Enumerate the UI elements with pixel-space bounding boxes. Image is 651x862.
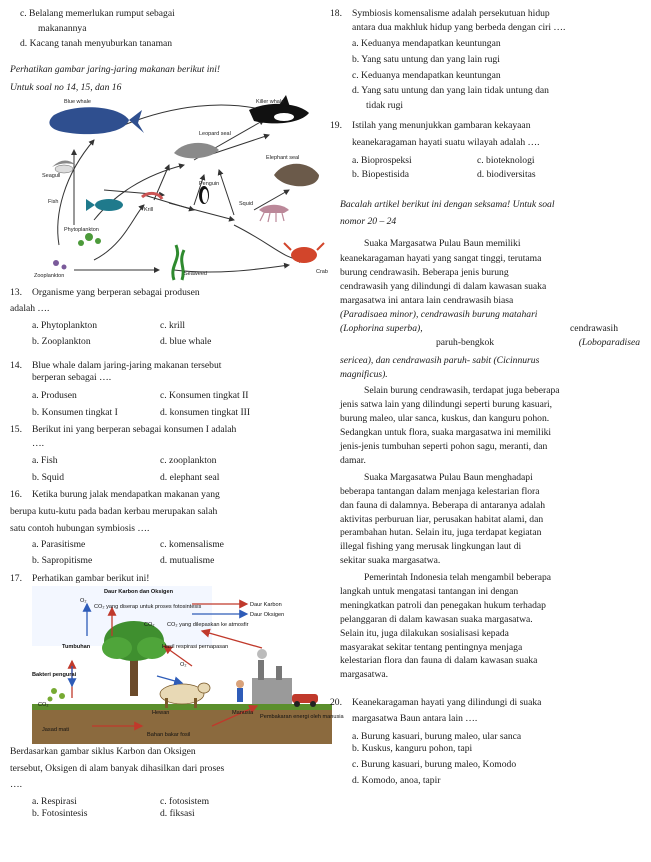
article-line: damar. <box>340 454 366 466</box>
q17-option-a[interactable]: a. Respirasi <box>32 796 77 808</box>
article-line-part: (Loboparadisea <box>578 336 640 348</box>
article-line-part: (Lophorina superba), <box>340 322 423 334</box>
q18-option-d-cont: tidak rugi <box>366 100 404 112</box>
article-line: Sedangkan untuk flora, suaka margasatwa ini memiliki <box>340 427 552 439</box>
cycle-label-o2-top: O₂ <box>80 598 87 605</box>
article-line: dan fauna di dalamnya. Beberapa di antaranya adalah <box>340 499 546 511</box>
q12-option-c: c. Belalang memerlukan rumput sebagai <box>20 8 175 19</box>
article-line <box>340 337 644 349</box>
cycle-label-plants: Tumbuhan <box>62 644 91 651</box>
q19-options-row2 <box>330 169 644 181</box>
article-line: magnificus). <box>340 368 388 380</box>
q19-text-cont: keanekaragaman hayati suatu wilayah adalah …. <box>352 137 540 149</box>
article-question-range: nomor 20 – 24 <box>340 215 397 227</box>
label-penguin: Penguin <box>199 181 220 188</box>
elephant-seal-icon <box>274 164 319 187</box>
article-line: pelanggaran di dalam kawasan suaka margasatwa. <box>340 613 533 625</box>
article-line-part: cendrawasih <box>570 322 618 334</box>
q16-options-row2 <box>10 555 322 567</box>
q16-option-d[interactable]: d. mutualisme <box>160 554 215 566</box>
q14-options-row2 <box>10 407 322 419</box>
q15-text-cont: …. <box>32 438 44 450</box>
q20-text-cont: margasatwa Baun antara lain …. <box>352 713 478 725</box>
q13-option-a[interactable]: a. Phytoplankton <box>32 320 98 332</box>
q13-option-c[interactable]: c. krill <box>160 320 186 332</box>
question-18 <box>330 8 644 20</box>
article-line: beberapa tantangan dalam menjaga kelestarian flora <box>340 485 540 497</box>
q12-option-c-cont: makanannya <box>38 22 87 34</box>
q13-number: 13. <box>10 287 22 299</box>
article-instruction: Bacalah artikel berikut ini dengan seksama! Untuk soal <box>340 198 555 210</box>
q17-options-row1 <box>10 796 322 808</box>
cycle-legend-carbon: Daur Karbon <box>250 602 282 609</box>
q13-option-b[interactable]: b. Zooplankton <box>32 336 91 348</box>
q14-option-a[interactable]: a. Produsen <box>32 389 77 401</box>
q17-number: 17. <box>10 572 22 584</box>
leopard-seal-icon <box>174 143 219 158</box>
fish-icon <box>86 199 123 211</box>
q16-number: 16. <box>10 489 22 501</box>
q17-option-c[interactable]: c. fotosistem <box>160 796 210 808</box>
krill-icon <box>142 194 162 200</box>
q14-text: Blue whale dalam jaring-jaring makanan tersebut <box>32 360 222 372</box>
foodweb-instruction: Perhatikan gambar jaring-jaring makanan berikut ini! <box>10 63 221 75</box>
article-line: cendrawasih yang dilindungi di dalam kawasan suaka <box>340 281 547 293</box>
human-icon <box>236 680 244 702</box>
q14-option-d[interactable]: d. konsumen tingkat III <box>160 406 251 418</box>
question-14 <box>10 360 322 372</box>
article-line: masyarakat sekitar tentang pentingnya menjaga <box>340 641 523 653</box>
q19-option-a[interactable]: a. Bioprospeksi <box>352 155 412 167</box>
q13-options-row2 <box>10 336 322 348</box>
q13-text: Organisme yang berperan sebagai produsen <box>32 287 200 299</box>
article <box>330 238 644 682</box>
q16-option-b[interactable]: b. Sapropitisme <box>32 554 93 566</box>
q19-text: Istilah yang menunjukkan gambaran kekayaan <box>352 120 531 132</box>
q15-option-a[interactable]: a. Fish <box>32 455 58 467</box>
q18-option-a[interactable]: a. Keduanya mendapatkan keuntungan <box>352 37 501 49</box>
cycle-label-co2-absorbed: CO₂ yang diserap untuk proses fotosintesis <box>94 604 202 611</box>
cycle-label-dead: Jasad mati <box>42 727 70 734</box>
article-line: jenis-jenis tumbuhan seperti pohon sagu, meranti, dan <box>340 441 548 453</box>
crab-icon <box>284 243 324 263</box>
q15-options-row2 <box>10 472 322 484</box>
cycle-label-co2-released: CO₂ yang dilepaskan ke atmosfir <box>167 622 249 629</box>
label-crab: Crab <box>316 269 328 276</box>
q19-number: 19. <box>330 120 342 132</box>
q13-option-d[interactable]: d. blue whale <box>160 336 212 348</box>
cycle-label-humans: Manusia <box>232 710 254 717</box>
article-line <box>340 323 644 335</box>
article-line: sekitar suaka margasatwa. <box>340 555 441 567</box>
food-web-svg <box>34 95 334 285</box>
label-seaweed: Seaweed <box>184 271 207 278</box>
article-line: aktivitas perburuan liar, perusakan habitat alami, dan <box>340 513 544 525</box>
label-elephant-seal: Elephant seal <box>266 155 300 162</box>
q20-option-b[interactable]: b. Kuskus, kanguru pohon, tapi <box>352 742 473 754</box>
q18-option-c[interactable]: c. Keduanya mendapatkan keuntungan <box>352 69 501 81</box>
q18-text-cont: antara dua makhluk hidup yang berbeda dengan ciri …. <box>352 21 566 33</box>
label-leopard-seal: Leopard seal <box>199 131 231 138</box>
zooplankton-icon <box>53 260 67 270</box>
blue-whale-icon <box>49 108 144 135</box>
q17-options-row2 <box>10 808 322 820</box>
article-line-part: paruh-bengkok <box>436 336 495 348</box>
q16-option-a[interactable]: a. Parasitisme <box>32 538 86 550</box>
cycle-label-fossil: Bahan bakar fosil <box>147 732 191 739</box>
q19-options-row1 <box>330 155 644 167</box>
penguin-icon <box>199 186 209 204</box>
article-line: Selain itu, juga dilakukan sosialisasi kepada <box>340 627 509 639</box>
article-line: perambahan hutan. Selain itu, juga terdapat kegiatan <box>340 527 542 539</box>
q16-option-c[interactable]: c. komensalisme <box>160 538 224 550</box>
q14-options-row1 <box>10 390 322 402</box>
q14-option-b[interactable]: b. Konsumen tingkat I <box>32 406 118 418</box>
q16-text-cont1: berupa kutu-kutu pada badan kerbau merupakan salah <box>10 506 218 518</box>
right-column <box>330 8 644 787</box>
label-blue-whale: Blue whale <box>64 99 91 106</box>
label-fish: Fish <box>48 199 59 206</box>
q16-text: Ketika burung jalak mendapatkan makanan yang <box>32 489 220 501</box>
q15-option-b[interactable]: b. Squid <box>32 472 64 484</box>
food-web-diagram <box>34 95 334 285</box>
article-line: jenis satwa lain yang dilindungi seperti burung kasuari, <box>340 399 553 411</box>
q17-option-b[interactable]: b. Fotosintesis <box>32 808 88 820</box>
q12-option-d: d. Kacang tanah menyuburkan tanaman <box>20 37 173 49</box>
q14-text-cont: berperan sebagai …. <box>32 371 112 383</box>
cycle-label-co2-low: CO₂ <box>38 702 49 709</box>
cycle-label-co2: CO₂ <box>144 622 155 629</box>
article-line: Pemerintah Indonesia telah mengambil beberapa <box>364 572 552 584</box>
article-line: margasatwa ini antara lain cendrawasih biasa <box>340 295 514 307</box>
q20-option-a[interactable]: a. Burung kasuari, burung maleo, ular sanca <box>352 730 522 742</box>
q16-text-cont2: satu contoh hubungan symbiosis …. <box>10 522 150 534</box>
phytoplankton-icon <box>78 233 101 246</box>
q17-text-after3: …. <box>10 779 22 791</box>
article-line: (Paradisaea minor), cendrawasih burung matahari <box>340 309 538 321</box>
q19-option-b[interactable]: b. Biopestisida <box>352 168 410 180</box>
cycle-title: Daur Karbon dan Oksigen <box>104 589 174 596</box>
seaweed-icon <box>173 245 184 280</box>
cycle-label-respiration: Hasil respirasi pernapasan <box>162 644 229 651</box>
question-15 <box>10 424 322 436</box>
q19-option-d[interactable]: d. biodiversitas <box>477 168 536 180</box>
q18-text: Symbiosis komensalisme adalah persekutuan hidup <box>352 8 550 19</box>
q16-options-row1 <box>10 539 322 551</box>
q15-options-row1 <box>10 455 322 467</box>
cycle-label-o2-mid: O₂ <box>180 662 187 669</box>
q14-number: 14. <box>10 360 22 372</box>
q18-number: 18. <box>330 8 342 19</box>
q17-option-d[interactable]: d. fiksasi <box>160 808 195 820</box>
label-phytoplankton: Phytoplankton <box>64 227 99 234</box>
article-line: sericea), dan cendrawasih paruh- sabit (Cicinnurus <box>340 354 540 366</box>
q17-text: Perhatikan gambar berikut ini! <box>32 572 150 584</box>
label-killer-whale: Killer whale <box>256 99 285 106</box>
article-line: burung cendrawasih. Beberapa jenis burung <box>340 267 509 279</box>
cycle-legend-oxygen: Daur Oksigen <box>250 612 285 619</box>
question-17 <box>10 573 322 585</box>
q14-option-c[interactable]: c. Konsumen tingkat II <box>160 389 249 401</box>
q20-number: 20. <box>330 697 342 709</box>
q18-option-d[interactable]: d. Yang satu untung dan yang lain tidak untung dan <box>352 85 549 97</box>
q17-text-after1: Berdasarkan gambar siklus Karbon dan Oksigen <box>10 746 196 758</box>
article-line: keanekaragaman hayati yang sangat tinggi, terutama <box>340 253 542 265</box>
question-16 <box>10 489 322 501</box>
q20-option-c[interactable]: c. Burung kasuari, burung maleo, Komodo <box>352 758 517 770</box>
q20-text: Keanekaragaman hayati yang dilindungi di suaka <box>352 697 542 709</box>
article-line: Suaka Margasatwa Pulau Baun menghadapi <box>364 471 533 483</box>
article-line: Suaka Margasatwa Pulau Baun memiliki <box>364 237 521 249</box>
q13-text-cont: adalah …. <box>10 303 50 315</box>
cycle-label-decomposer: Bakteri pengurai <box>32 672 77 679</box>
q15-number: 15. <box>10 423 22 435</box>
q15-option-c[interactable]: c. zooplankton <box>160 455 217 467</box>
article-line: kelestarian flora dan fauna di dalam kawasan suaka <box>340 655 538 667</box>
article-line: burung maleo, ular sanca, kuskus, dan kanguru pohon. <box>340 413 550 425</box>
question-13 <box>10 287 322 299</box>
q17-text-after2: tersebut, Oksigen di alam banyak dihasilkan dari proses <box>10 763 225 775</box>
question-19 <box>330 120 644 132</box>
article-line: margasatwa. <box>340 669 389 681</box>
cycle-label-animals: Hewan <box>152 710 170 717</box>
question-20 <box>330 697 644 709</box>
label-krill: Krill <box>144 207 154 214</box>
q18-option-b[interactable]: b. Yang satu untung dan yang lain rugi <box>352 53 500 65</box>
q20-option-d[interactable]: d. Komodo, anoa, tapir <box>352 774 441 786</box>
foodweb-question-range: Untuk soal no 14, 15, dan 16 <box>10 81 122 93</box>
cycle-label-combustion: Pembakaran energi oleh manusia <box>260 714 344 721</box>
q13-options-row1 <box>10 320 322 332</box>
article-line: meningkatkan patroli dan penegakan hukum terhadap <box>340 599 546 611</box>
article-line: langkah untuk mengatasi tantangan ini dengan <box>340 585 519 597</box>
label-seagull: Seagull <box>42 173 61 180</box>
article-line: illegal fishing yang merusak lingkungan laut di <box>340 541 522 553</box>
q15-text: Berikut ini yang berperan sebagai konsumen I adalah <box>32 423 237 435</box>
q15-option-d[interactable]: d. elephant seal <box>160 472 220 484</box>
label-zooplankton: Zooplankton <box>34 273 65 280</box>
article-line: Selain burung cendrawasih, terdapat juga beberapa <box>364 385 560 397</box>
squid-icon <box>259 205 289 222</box>
label-squid: Squid <box>239 201 254 208</box>
q19-option-c[interactable]: c. bioteknologi <box>477 155 535 167</box>
